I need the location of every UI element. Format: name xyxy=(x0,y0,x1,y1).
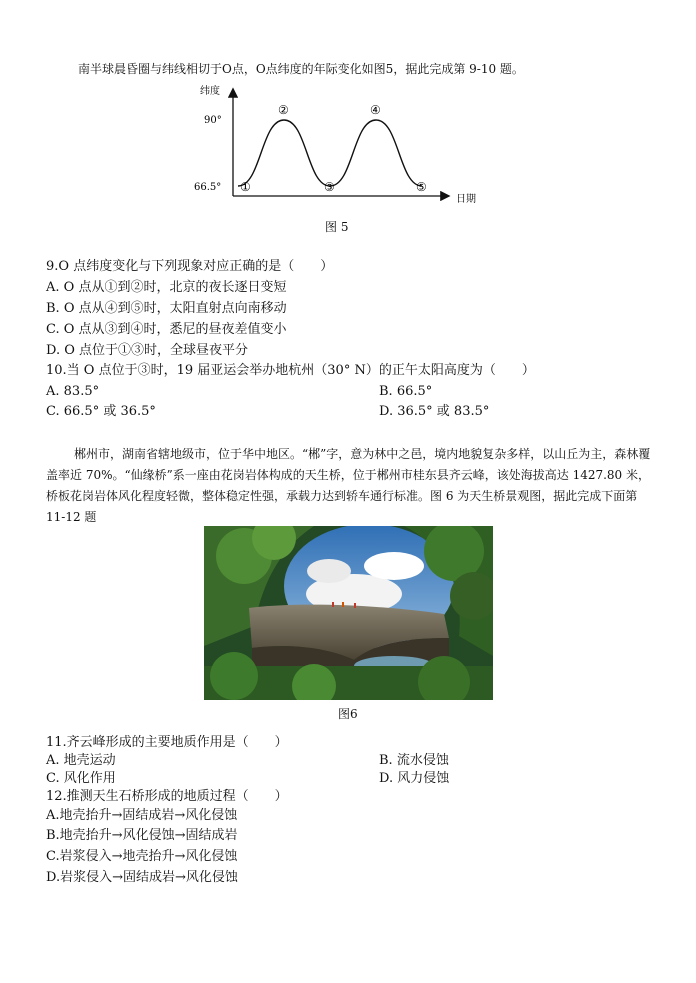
passage-text: 郴州市，湖南省辖地级市，位于华中地区。“郴”字，意为林中之邑，境内地貌复杂多样，以山丘为主，森林覆盖率近 70%。“仙缘桥”系一座由花岗岩体构成的天生桥，位于郴州市桂东县齐云峰，该处海拔高达 1427.80 米，桥板花岗岩体风化程度轻微，整体稳定性强，承载力达到轿车通行标准。图 6 为天生桥景观图，据此完成下面第 11-12 题 xyxy=(46,447,651,524)
q11-option-b: B. 流水侵蚀 xyxy=(379,753,449,768)
q9-option-b: B. O 点从④到⑤时，太阳直射点向南移动 xyxy=(46,301,287,316)
latitude-curve xyxy=(238,120,422,186)
q9-option-a: A. O 点从①到②时，北京的夜长逐日变短 xyxy=(46,280,287,295)
q10-stem: 10.当 O 点位于③时，19 届亚运会举办地杭州（30° N）的正午太阳高度为（ ） xyxy=(46,363,535,378)
q11-option-a: A. 地壳运动 xyxy=(46,753,116,768)
q10-option-c: C. 66.5° 或 36.5° xyxy=(46,404,156,419)
q12-option-c: C.岩浆侵入→地壳抬升→风化侵蚀 xyxy=(46,849,238,864)
q10-option-b: B. 66.5° xyxy=(379,384,433,399)
figure5-caption: 图 5 xyxy=(325,220,349,234)
q9-stem: 9.O 点纬度变化与下列现象对应正确的是（ ） xyxy=(46,259,334,274)
q12-option-d: D.岩浆侵入→固结成岩→风化侵蚀 xyxy=(46,870,238,885)
point-label-3: ③ xyxy=(324,180,335,194)
q9-option-c: C. O 点从③到④时，悉尼的昼夜差值变小 xyxy=(46,322,287,337)
q10-option-a: A. 83.5° xyxy=(46,384,100,399)
q11-option-d: D. 风力侵蚀 xyxy=(379,771,450,786)
q11-stem: 11.齐云峰形成的主要地质作用是（ ） xyxy=(46,735,288,750)
point-label-2: ② xyxy=(278,103,289,117)
y-axis-label: 纬度 xyxy=(200,86,220,97)
q12-stem: 12.推测天生石桥形成的地质过程（ ） xyxy=(46,789,288,804)
q11-option-c: C. 风化作用 xyxy=(46,771,116,786)
intro-text: 南半球晨昏圈与纬线相切于O点，O点纬度的年际变化如图5，据此完成第 9-10 题。 xyxy=(78,62,524,76)
x-axis-label: 日期 xyxy=(456,194,476,205)
q10-option-d: D. 36.5° 或 83.5° xyxy=(379,404,490,419)
tick-66-5: 66.5° xyxy=(194,182,222,193)
tick-90: 90° xyxy=(204,115,222,126)
q9-option-d: D. O 点位于①③时，全球昼夜平分 xyxy=(46,343,249,358)
q12-option-a: A.地壳抬升→固结成岩→风化侵蚀 xyxy=(46,808,238,823)
figure6-photo xyxy=(204,526,493,700)
figure5-chart xyxy=(190,82,490,212)
point-label-1: ① xyxy=(240,180,251,194)
point-label-5: ⑤ xyxy=(416,180,427,194)
point-label-4: ④ xyxy=(370,103,381,117)
q12-option-b: B.地壳抬升→风化侵蚀→固结成岩 xyxy=(46,828,238,843)
figure6-caption: 图6 xyxy=(338,707,358,721)
